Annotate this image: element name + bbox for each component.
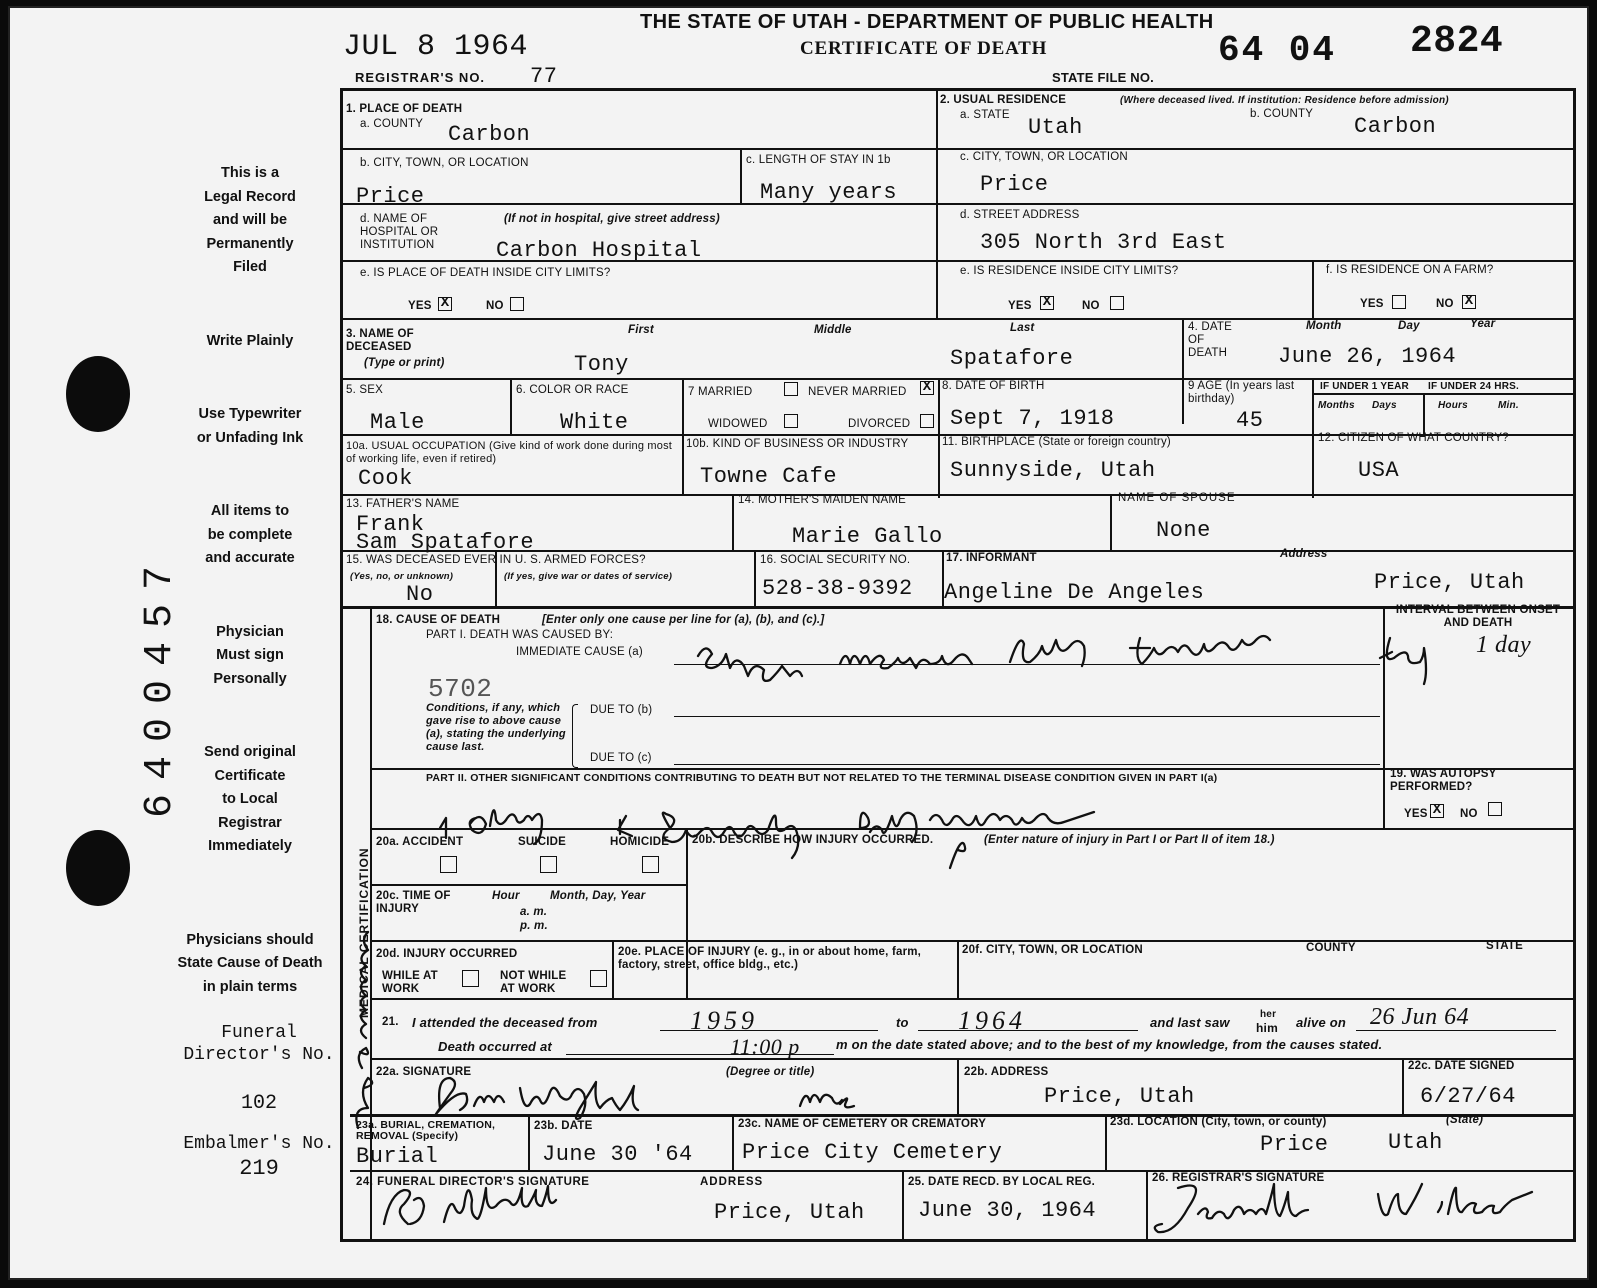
attended-from: 1959 — [690, 1006, 758, 1035]
label-widowed: WIDOWED — [708, 418, 768, 430]
label-homicide: HOMICIDE — [610, 836, 670, 848]
handwritten-immediate-cause — [690, 628, 1540, 688]
cemetery-state: Utah — [1388, 1130, 1443, 1155]
label-1c: c. LENGTH OF STAY IN 1b — [746, 154, 891, 166]
label-12: 12. CITIZEN OF WHAT COUNTRY? — [1318, 432, 1509, 444]
length-of-stay: Many years — [760, 180, 898, 205]
label-due-b: DUE TO (b) — [590, 704, 653, 716]
label-no-2f: NO — [1436, 298, 1454, 310]
label-20f: 20f. CITY, TOWN, OR LOCATION — [962, 944, 1143, 956]
label-him: him — [1256, 1021, 1278, 1035]
checkbox-not-work[interactable] — [590, 970, 607, 987]
label-20c: 20c. TIME OF INJURY — [376, 890, 451, 915]
label-address-24: ADDRESS — [700, 1176, 764, 1188]
label-last: Last — [1010, 322, 1035, 334]
embalmer-label: Embalmer's No. — [183, 1134, 335, 1154]
label-1: 1. PLACE OF DEATH — [346, 103, 463, 115]
checkbox-farm-yes[interactable] — [1392, 295, 1406, 309]
label-to: to — [896, 1015, 909, 1030]
physician-address: Price, Utah — [1044, 1084, 1195, 1109]
margin-signature — [348, 888, 378, 1138]
cemetery-name: Price City Cemetery — [742, 1140, 1003, 1165]
label-part2: PART II. OTHER SIGNIFICANT CONDITIONS CONTRIBUTING TO DEATH BUT NOT RELATED TO THE TERMINAL DISEASE CONDITION GIVEN IN PART I(a) — [426, 772, 1218, 784]
label-13: 13. FATHER'S NAME — [346, 498, 460, 510]
business: Towne Cafe — [700, 464, 838, 489]
label-10a: 10a. USUAL OCCUPATION (Give kind of work done during most of working life, even if retired) — [346, 440, 673, 465]
attended-to: 1964 — [958, 1006, 1026, 1035]
mother-maiden-name: Marie Gallo — [792, 524, 943, 549]
first-name: Tony — [574, 352, 629, 377]
state-file-no-label: STATE FILE NO. — [1052, 70, 1154, 85]
checkbox-married[interactable] — [784, 382, 798, 396]
registrar-signature — [1148, 1178, 1568, 1242]
label-11: 11. BIRTHPLACE (State or foreign country) — [942, 436, 1171, 448]
received-stamp-date: JUL 8 1964 — [343, 30, 529, 64]
margin-instructions: This is a Legal Record and will be Permanently Filed Write Plainly Use Typewriter or Unfading Ink All items to be complete and accurate Physician Must sign Personally Send original Certificate to Local Registrar Immediately Physicians should State Cause of Death in plain terms — [177, 165, 323, 995]
label-18: 18. CAUSE OF DEATH — [376, 614, 501, 626]
label-26: 26. REGISTRAR'S SIGNATURE — [1152, 1172, 1325, 1184]
label-under-24: IF UNDER 24 HRS. — [1428, 381, 1519, 392]
label-not-work: NOT WHILE AT WORK — [500, 970, 567, 995]
checkbox-res-city-no[interactable] — [1110, 296, 1124, 310]
label-address: Address — [1280, 548, 1328, 560]
sex: Male — [370, 410, 425, 435]
label-year: Year — [1470, 318, 1496, 330]
label-1d-note: (If not in hospital, give street address) — [504, 213, 720, 225]
informant-address: Price, Utah — [1374, 570, 1525, 595]
funeral-director-signature — [374, 1180, 694, 1236]
label-no-2e: NO — [1082, 300, 1100, 312]
label-22b: 22b. ADDRESS — [964, 1066, 1049, 1078]
label-medical-certification: MEDICAL CERTIFICATION — [357, 847, 371, 1018]
vertical-serial-wrap — [138, 202, 193, 818]
armed-forces: No — [406, 582, 434, 607]
residence-street: 305 North 3rd East — [980, 230, 1227, 255]
label-22c: 22c. DATE SIGNED — [1408, 1060, 1515, 1072]
label-never-married: NEVER MARRIED — [808, 386, 907, 398]
vertical-serial-number: 6400457 — [138, 551, 183, 818]
label-21: 21. — [382, 1016, 399, 1028]
checkbox-widowed[interactable] — [784, 414, 798, 428]
label-8: 8. DATE OF BIRTH — [942, 380, 1045, 392]
label-3: 3. NAME OF DECEASED — [346, 328, 414, 353]
file-number: 2824 — [1410, 20, 1504, 63]
label-1a: a. COUNTY — [360, 118, 424, 130]
label-24: 24. FUNERAL DIRECTOR'S SIGNATURE — [356, 1176, 590, 1188]
label-attended: I attended the deceased from — [412, 1015, 598, 1030]
state-file-no: 64 04 — [1218, 30, 1337, 71]
label-yes-2f: YES — [1360, 298, 1384, 310]
label-23c: 23c. NAME OF CEMETERY OR CREMATORY — [738, 1118, 987, 1130]
label-23b: 23b. DATE — [534, 1120, 593, 1132]
punch-hole-top — [66, 356, 130, 432]
label-yes-autopsy: YES — [1404, 808, 1428, 820]
label-20b-note: (Enter nature of injury in Part I or Part II of item 18.) — [984, 834, 1275, 846]
occupation: Cook — [358, 466, 413, 491]
label-min: Min. — [1498, 400, 1519, 411]
label-1d: d. NAME OF HOSPITAL OR INSTITUTION — [360, 213, 439, 251]
certificate-title: CERTIFICATE OF DEATH — [800, 38, 1048, 59]
label-15-b: (If yes, give war or dates of service) — [504, 571, 673, 582]
spouse: None — [1156, 518, 1211, 543]
last-saw-date: 26 Jun 64 — [1370, 1004, 1470, 1030]
label-mdy: Month, Day, Year — [550, 890, 646, 902]
checkbox-death-city-yes[interactable]: X — [438, 297, 452, 311]
label-5: 5. SEX — [346, 384, 383, 396]
label-alive-on: alive on — [1296, 1015, 1347, 1030]
label-yes-1e: YES — [408, 300, 432, 312]
label-interval: INTERVAL BETWEEN ONSET AND DEATH — [1395, 604, 1561, 629]
label-spouse: NAME OF SPOUSE — [1118, 492, 1236, 504]
death-time: 11:00 p — [730, 1034, 800, 1059]
label-20d: 20d. INJURY OCCURRED — [376, 948, 518, 960]
label-20b: 20b. DESCRIBE HOW INJURY OCCURRED. — [692, 834, 934, 846]
label-immediate-cause: IMMEDIATE CAUSE (a) — [516, 646, 643, 658]
label-23d: 23d. LOCATION (City, town, or county) — [1110, 1116, 1327, 1128]
citizenship: USA — [1358, 458, 1400, 483]
label-first: First — [628, 324, 654, 336]
label-2f: f. IS RESIDENCE ON A FARM? — [1326, 264, 1494, 276]
label-am: a. m. — [520, 906, 548, 918]
hospital-name: Carbon Hospital — [496, 238, 702, 263]
label-month: Month — [1306, 320, 1342, 332]
residence-county: Carbon — [1354, 114, 1437, 139]
social-security-no: 528-38-9392 — [762, 576, 913, 601]
label-yes-2e: YES — [1008, 300, 1032, 312]
label-2d: d. STREET ADDRESS — [960, 209, 1080, 221]
label-no-1e: NO — [486, 300, 504, 312]
label-degree: (Degree or title) — [726, 1066, 815, 1078]
label-3-note: (Type or print) — [364, 357, 445, 369]
residence-state: Utah — [1028, 115, 1083, 140]
label-days: Days — [1372, 400, 1397, 411]
checkbox-res-city-yes[interactable]: X — [1040, 296, 1054, 310]
label-6: 6. COLOR OR RACE — [516, 384, 629, 396]
date-signed: 6/27/64 — [1420, 1084, 1516, 1109]
label-19: 19. WAS AUTOPSY PERFORMED? — [1390, 768, 1497, 793]
label-15: 15. WAS DECEASED EVER IN U. S. ARMED FORCES? — [346, 554, 646, 566]
residence-city: Price — [980, 172, 1049, 197]
label-under-year: IF UNDER 1 YEAR — [1320, 381, 1409, 392]
label-2a: a. STATE — [960, 109, 1010, 121]
funeral-director-no: 102 — [240, 1092, 277, 1115]
label-county-20f: COUNTY — [1306, 942, 1356, 954]
checkbox-accident[interactable] — [440, 856, 457, 873]
label-married: 7 MARRIED — [688, 386, 753, 398]
last-name: Spatafore — [950, 346, 1074, 371]
label-20a: 20a. ACCIDENT — [376, 836, 464, 848]
label-23a: 23a. BURIAL, CREMATION, REMOVAL (Specify) — [356, 1119, 496, 1142]
checkbox-suicide[interactable] — [540, 856, 557, 873]
label-m-on: m on the date stated above; and to the best of my knowledge, from the causes stated. — [836, 1037, 1383, 1052]
label-9: 9 AGE (In years last birthday) — [1188, 380, 1295, 405]
label-death-occurred: Death occurred at — [438, 1039, 552, 1054]
checkbox-never-married[interactable]: X — [920, 381, 934, 395]
disposition: Burial — [356, 1144, 439, 1169]
birthplace: Sunnyside, Utah — [950, 458, 1156, 483]
label-2b: b. COUNTY — [1250, 108, 1314, 120]
cause-code: 5702 — [428, 674, 493, 704]
label-last-saw: and last saw — [1150, 1015, 1230, 1030]
label-months: Months — [1318, 400, 1355, 411]
label-state-20f: STATE — [1486, 940, 1523, 952]
label-15-a: (Yes, no, or unknown) — [350, 571, 454, 582]
label-her: her — [1260, 1009, 1277, 1020]
race: White — [560, 410, 629, 435]
label-16: 16. SOCIAL SECURITY NO. — [760, 554, 911, 566]
label-due-c: DUE TO (c) — [590, 752, 652, 764]
date-received: June 30, 1964 — [918, 1198, 1097, 1223]
label-2e: e. IS RESIDENCE INSIDE CITY LIMITS? — [960, 265, 1179, 277]
label-suicide: SUICIDE — [518, 836, 567, 848]
checkbox-divorced[interactable] — [920, 414, 934, 428]
cemetery-city: Price — [1260, 1132, 1329, 1157]
label-middle: Middle — [814, 324, 852, 336]
label-2: 2. USUAL RESIDENCE — [940, 94, 1067, 106]
label-hour: Hour — [492, 890, 520, 902]
label-pm: p. m. — [520, 920, 548, 932]
label-2c: c. CITY, TOWN, OR LOCATION — [960, 151, 1128, 163]
label-while-work: WHILE AT WORK — [382, 970, 438, 995]
checkbox-autopsy-yes[interactable]: X — [1430, 804, 1444, 818]
punch-hole-bottom — [66, 830, 130, 906]
funeral-director-label: Funeral Director's No. — [183, 1023, 335, 1065]
label-17: 17. INFORMANT — [946, 552, 1037, 564]
agency-title: THE STATE OF UTAH - DEPARTMENT OF PUBLIC HEALTH — [640, 11, 1214, 33]
label-day: Day — [1398, 320, 1420, 332]
label-18-note: [Enter only one cause per line for (a), (b), and (c).] — [542, 614, 825, 626]
death-county: Carbon — [448, 122, 531, 147]
label-10b: 10b. KIND OF BUSINESS OR INDUSTRY — [686, 438, 909, 450]
label-state-paren: (State) — [1446, 1114, 1484, 1126]
informant-name: Angeline De Angeles — [944, 580, 1205, 605]
interval-onset: 1 day — [1476, 632, 1532, 658]
checkbox-autopsy-no[interactable] — [1488, 802, 1502, 816]
label-25: 25. DATE RECD. BY LOCAL REG. — [908, 1176, 1096, 1188]
checkbox-homicide[interactable] — [642, 856, 659, 873]
date-of-death: June 26, 1964 — [1278, 344, 1457, 369]
checkbox-farm-no[interactable]: X — [1462, 295, 1476, 309]
death-certificate — [8, 6, 1589, 1280]
burial-date: June 30 '64 — [542, 1142, 693, 1167]
label-hours: Hours — [1438, 400, 1468, 411]
funeral-director-address: Price, Utah — [714, 1200, 865, 1225]
label-no-autopsy: NO — [1460, 808, 1478, 820]
label-4: 4. DATE OF DEATH — [1188, 321, 1233, 359]
label-2-note: (Where deceased lived. If institution: Residence before admission) — [1120, 95, 1449, 106]
label-1b: b. CITY, TOWN, OR LOCATION — [360, 157, 529, 169]
label-14: 14. MOTHER'S MAIDEN NAME — [738, 494, 907, 506]
registrar-no-label: REGISTRAR'S NO. — [355, 70, 486, 85]
checkbox-death-city-no[interactable] — [510, 297, 524, 311]
label-1e: e. IS PLACE OF DEATH INSIDE CITY LIMITS? — [360, 267, 611, 279]
age: 45 — [1236, 408, 1264, 433]
registrar-no: 77 — [530, 64, 558, 89]
label-conditions: Conditions, if any, which gave rise to above cause (a), stating the underlying cause last. — [426, 702, 566, 753]
label-20e: 20e. PLACE OF INJURY (e. g., in or about home, farm, factory, street, office bldg., etc.) — [618, 946, 922, 971]
checkbox-while-work[interactable] — [462, 970, 479, 987]
father-name-line2: Sam Spatafore — [356, 530, 535, 555]
date-of-birth: Sept 7, 1918 — [950, 406, 1115, 431]
death-city: Price — [356, 184, 425, 209]
label-22a: 22a. SIGNATURE — [376, 1066, 472, 1078]
label-part1: PART I. DEATH WAS CAUSED BY: — [426, 629, 614, 641]
embalmer-no: 219 — [239, 1156, 279, 1181]
label-divorced: DIVORCED — [848, 418, 911, 430]
father-name-line1: Frank — [356, 512, 425, 537]
